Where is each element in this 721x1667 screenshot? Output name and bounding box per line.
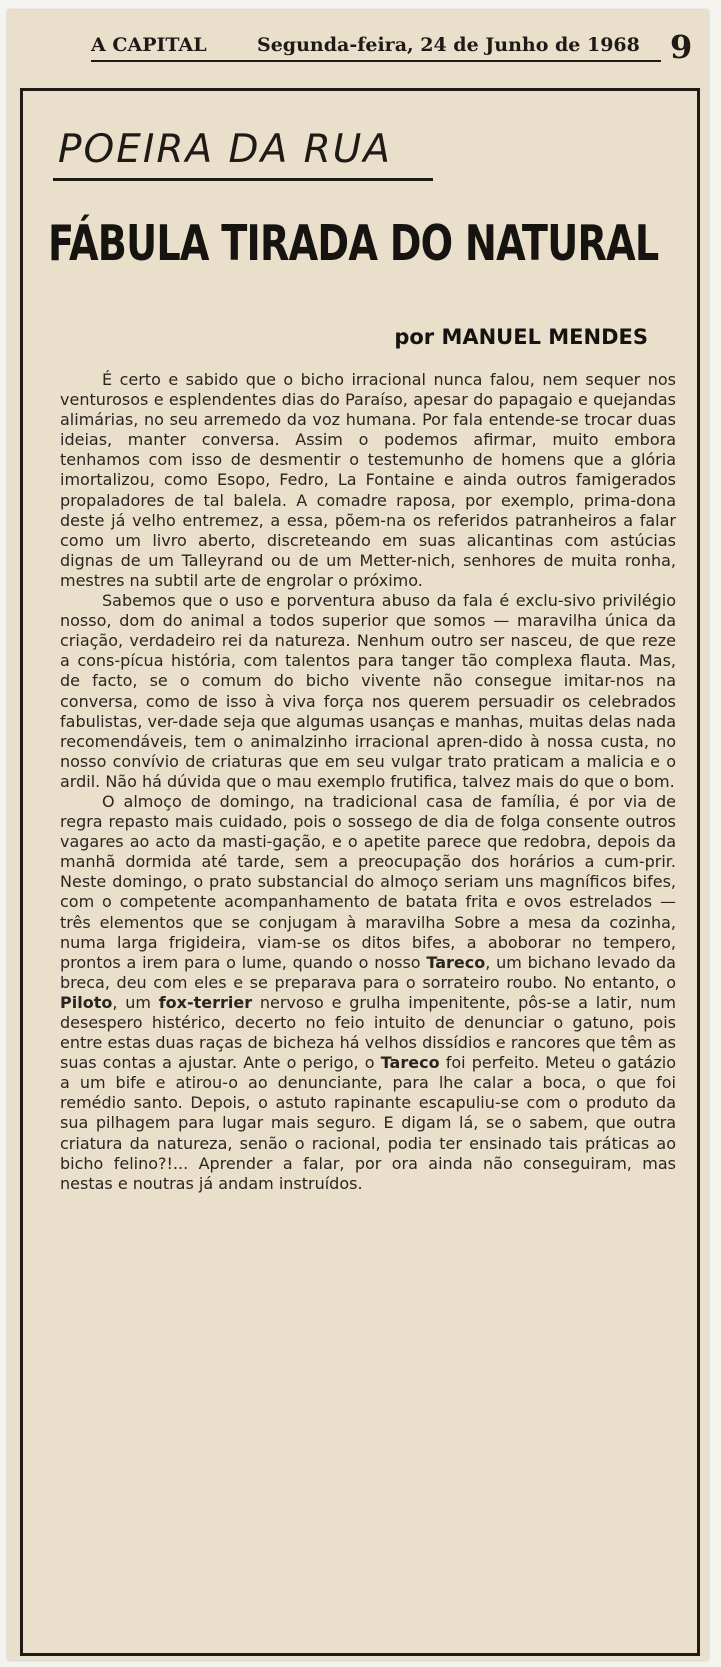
section-title: POEIRA DA RUA xyxy=(58,127,392,172)
text-run: , um bichano levado da breca, deu com eles e se preparava para o sorrateiro roubo. No entanto, o xyxy=(60,952,676,992)
section-underline xyxy=(53,178,433,181)
publication-date: Segunda-feira, 24 de Junho de 1968 xyxy=(257,34,640,56)
masthead-rule xyxy=(91,60,661,62)
article-paragraph xyxy=(60,792,676,1194)
text-run: Sabemos que o uso e porventura abuso da fala é exclu-sivo privilégio nosso, dom do animal a todos superior que somos — maravilha única da criação, verdadeiro rei da natureza. Nenhum outro ser nasceu, de que reze a cons-pícua história, com talentos para tanger tão complexa flauta. Mas, de facto, se o comum do bicho vivente não consegue imitar-nos na conversa, como de isso à viva força nos querem persuadir os celebrados fabulistas, ver-dade seja que algumas usanças e manhas, muitas delas nada recomendáveis, tem o animalzinho irracional apren-dido à nossa custa, no nosso convívio de criaturas que em seu vulgar trato praticam a malicia e o ardil. Não há dúvida que o mau exemplo frutifica, talvez mais do que o bom. xyxy=(60,591,676,791)
bold-name: Tareco xyxy=(380,1053,440,1073)
bold-name: Piloto xyxy=(60,992,113,1012)
text-run: nervoso e grulha impenitente, pôs-se a latir, num desespero histérico, decerto no feio intuito de denunciar o gatuno, pois entre estas duas raças de bicheza há velhos dissídios e rancores que têm as suas contas a ajustar. Ante o perigo, o xyxy=(60,992,677,1073)
byline: por MANUEL MENDES xyxy=(394,325,648,349)
bold-name: Tareco xyxy=(426,952,486,972)
text-run: É certo e sabido que o bicho irracional nunca falou, nem sequer nos venturosos e esplendentes dias do Paraíso, apesar do papagaio e quejandas alimárias, no seu arremedo da voz humana. Por fala entende-se trocar duas ideias, manter conversa. Assim o podemos afirmar, muito embora tenhamos com isso de desmentir o testemunho de homens que a glória imortalizou, como Esopo, Fedro, La Fontaine e ainda outros famigerados propaladores de tal balela. A comadre raposa, por exemplo, prima-dona deste já velho entremez, a essa, põem-na os referidos patranheiros a falar como um livro aberto, discreteando em suas alicantinas com astúcias dignas de um Talleyrand ou de um Metter-nich, senhores de muita ronha, mestres na subtil arte de engrolar o próximo. xyxy=(60,370,676,590)
newspaper-name: A CAPITAL xyxy=(91,34,207,56)
masthead xyxy=(8,28,708,68)
text-run: foi perfeito. Meteu o gatázio a um bife e atirou-o ao denunciante, para lhe calar a boca, o que foi remédio santo. Depois, o astuto rapinante escapuliu-se com o produto da sua pilhagem para lugar mais seguro. E digam lá, se o sabem, que outra criatura da natureza, senão o racional, podia ter ensinado tais práticas ao bicho felino?!... Aprender a falar, por ora ainda não conseguiram, mas nestas e noutras já andam instruídos. xyxy=(60,1053,676,1193)
text-run: O almoço de domingo, na tradicional casa de família, é por via de regra repasto mais cuidado, pois o sossego de dia de folga consente outros vagares ao acto da masti-gação, e o apetite parece que redobra, depois da manhã dormida até tarde, sem a preocupação dos horários a cum-prir. Neste domingo, o prato substancial do almoço seriam uns magníficos bifes, com o competente acompanhamento de batata frita e ovos estrelados — três elementos que se conjugam à maravilha Sobre a mesa da cozinha, numa larga frigideira, viam-se os ditos bifes, a aboborar no tempero, prontos a irem para o lume, quando o nosso xyxy=(60,791,676,972)
article-paragraph xyxy=(60,370,676,591)
article-paragraph xyxy=(60,591,676,792)
article-body xyxy=(60,370,676,1194)
text-run: , um xyxy=(112,992,159,1012)
bold-name: fox-terrier xyxy=(158,992,253,1012)
article-headline: FÁBULA TIRADA DO NATURAL xyxy=(48,215,659,272)
page-number: 9 xyxy=(670,28,693,66)
newspaper-clipping xyxy=(8,10,708,1660)
